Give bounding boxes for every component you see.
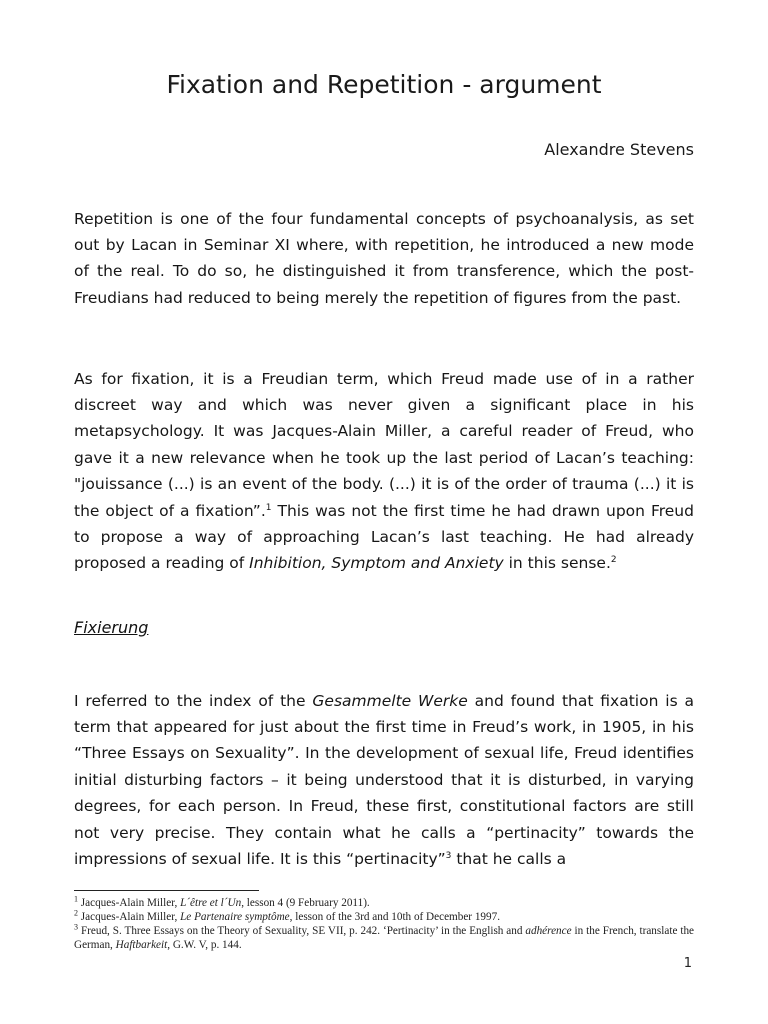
footnote-1: [74, 896, 694, 910]
footnote-title: adhérence: [525, 925, 572, 937]
paragraph-text: and found that fixation is a term that appeared for just about the first time in Freud’s work, in 1905, in his “Three Essays on Sexuality”. In the development of sexual life, Freud identifies initial disturbing factors – it being understood that it is disturbed, in varying degrees, for each person. In Freud, these first, constitutional factors are still not very precise. They contain what he calls a “pertinacity” towards the impressions of sexual life. It is this “pertinacity”: [74, 691, 694, 868]
footnote-text: in the French, translate the German,: [74, 925, 694, 951]
paragraph-text: in this sense.: [503, 554, 611, 573]
footnote-text: Freud, S. Three Essays on the Theory of Sexuality, SE VII, p. 242. ‘Pertinacity’ in the English and: [80, 925, 526, 937]
footnotes: [74, 896, 694, 952]
footnote-text: , G.W. V, p. 144.: [167, 939, 242, 951]
footnote-title: Le Partenaire symptôme: [180, 911, 290, 923]
paragraph-text: that he calls a: [451, 849, 567, 868]
footnote-title: Haftbarkeit: [115, 939, 168, 951]
footnote-ref[interactable]: 1: [265, 502, 272, 513]
paragraph-repetition: Repetition is one of the four fundamental concepts of psychoanalysis, as set out by Lacan in Seminar XI where, with repetition, he introduced a new mode of the real. To do so, he distinguished it from transference, which the post-Freudians had reduced to being merely the repetition of figures from the past.: [74, 209, 694, 307]
paragraph-text: This was not the first time he had drawn upon Freud to propose a way of approaching Lacan’s last teaching. He had already proposed a reading of: [74, 501, 694, 573]
paragraph-fixation: [74, 366, 694, 577]
footnote-ref[interactable]: 2: [610, 555, 617, 566]
footnote-text: Jacques-Alain Miller,: [80, 911, 181, 923]
footnote-text: , lesson of the 3rd and 10th of December 1997.: [289, 911, 500, 923]
footnote-3: [74, 924, 694, 952]
page-title: Fixation and Repetition - argument: [166, 70, 602, 99]
footnote-ref[interactable]: 3: [445, 850, 452, 861]
footnote-2: [74, 910, 694, 924]
footnote-number: 2: [74, 908, 78, 918]
footnote-divider: [74, 890, 259, 891]
author-name: Alexandre Stevens: [544, 140, 694, 159]
paragraph-text: As for fixation, it is a Freudian term, which Freud made use of in a rather discreet way and which was never given a significant place in his metapsychology. It was Jacques-Alain Miller, a careful reader of Freud, who gave it a new relevance when he took up the last period of Lacan’s teaching: "jouissance (...) is an event of the body. (...) it is of the order of trauma (...) it is the object of a fixation”.: [74, 369, 694, 520]
book-title: Inhibition, Symptom and Anxiety: [249, 554, 504, 573]
paragraph-text: I referred to the index of the: [74, 691, 313, 710]
section-heading: Fixierung: [74, 618, 149, 637]
footnote-number: 3: [74, 922, 78, 932]
paragraph-fixierung: [74, 688, 694, 873]
footnote-text: Jacques-Alain Miller,: [80, 897, 181, 909]
footnote-text: , lesson 4 (9 February 2011).: [241, 897, 370, 909]
book-title: Gesammelte Werke: [312, 691, 468, 710]
footnote-title: L´être et l´Un: [180, 897, 242, 909]
footnote-number: 1: [74, 894, 78, 904]
page-number: 1: [683, 956, 692, 971]
